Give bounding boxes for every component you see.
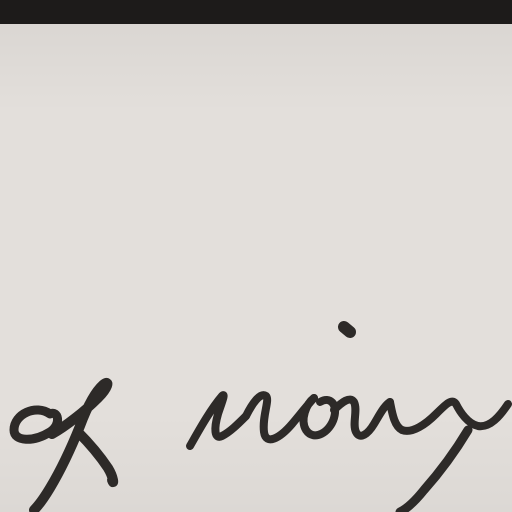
handwritten-i-dot xyxy=(344,327,350,332)
handwritten-letter-r xyxy=(334,400,390,436)
handwritten-letter-f-tail xyxy=(78,432,113,482)
handwriting-word-of xyxy=(14,383,113,510)
handwriting-word-ivory xyxy=(190,327,508,512)
handwritten-letter-y-top xyxy=(390,402,508,431)
handwritten-letter-y-tail xyxy=(400,430,468,512)
handwritten-letter-i xyxy=(190,395,246,446)
handwritten-letter-o-2 xyxy=(304,398,335,435)
